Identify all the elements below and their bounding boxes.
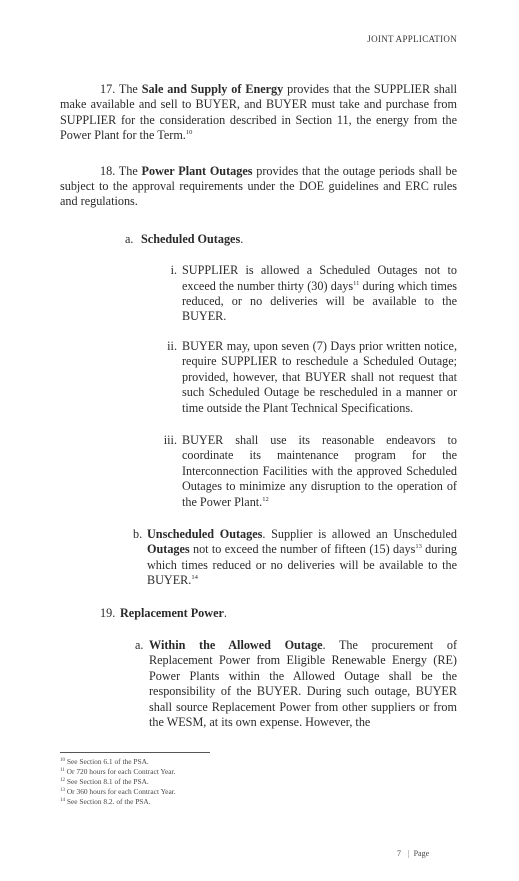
footnote: $^{11}$ Or 720 hours for each Contract Year. bbox=[60, 767, 176, 776]
paragraph-number: 19. bbox=[100, 605, 116, 620]
clause-heading: Replacement Power bbox=[120, 605, 224, 620]
item-label: a. bbox=[125, 231, 134, 246]
page-number: 7 bbox=[397, 848, 401, 858]
paragraph-number: 18. bbox=[100, 163, 116, 178]
footnote-ref: 13 bbox=[415, 543, 422, 551]
footnote-ref: 11 bbox=[353, 279, 360, 287]
item-label: iii. bbox=[163, 432, 177, 447]
footnotes bbox=[60, 757, 176, 807]
subclause-18a-ii: ii. BUYER may, upon seven (7) Days prior written notice, require SUPPLIER to reschedule a Scheduled Outage; provided, however, that BUYER shall not request that such Scheduled Outage be rescheduled in a manner or time outside the Plant Technical Specifications. bbox=[158, 339, 457, 416]
clause-heading: Sale and Supply of Energy bbox=[141, 82, 284, 96]
footnote: $^{12}$ See Section 8.1 of the PSA. bbox=[60, 777, 149, 786]
subclause-18b: b. Unscheduled Outages. Supplier is allowed an Unscheduled Outages not to exceed the number of fifteen (15) days$^{13}$ during which times reduced or no deliveries will be available to the BUYER.$^{14}$ bbox=[133, 526, 457, 588]
subclause-heading: Unscheduled Outages bbox=[147, 526, 263, 541]
paragraph-17: 17. The Sale and Supply of Energy provides that the SUPPLIER shall make available and sell to BUYER, and BUYER must take and purchase from SUPPLIER for the consideration described in Section 11, the energy from the Power Plant for the Term.$^{10}$ bbox=[60, 82, 457, 143]
subclause-18a: a. Scheduled Outages. bbox=[125, 231, 244, 246]
footnote: $^{14}$ See Section 8.2. of the PSA. bbox=[60, 797, 151, 806]
page-footer bbox=[397, 846, 429, 861]
footnote-ref: 12 bbox=[262, 495, 269, 503]
footnote-ref: 10 bbox=[185, 129, 193, 137]
item-label: ii. bbox=[167, 338, 177, 353]
footnote: $^{10}$ See Section 6.1 of the PSA. bbox=[60, 757, 149, 766]
subclause-18a-iii: iii. BUYER shall use its reasonable endeavors to coordinate its maintenance program for the Interconnection Facilities with the approved Scheduled Outages to minimize any disruption to the operation of the Power Plant.$^{12}$ bbox=[158, 433, 457, 510]
footnote-divider bbox=[60, 752, 210, 753]
footnote-ref: 14 bbox=[191, 574, 198, 582]
page-separator: | bbox=[408, 848, 410, 858]
item-label: i. bbox=[170, 263, 177, 278]
subclause-19a: a. Within the Allowed Outage. The procurement of Replacement Power from Eligible Renewable Energy (RE) Power Plants within the Allowed Outage shall be the responsibility of the BUYER. During such outage, BUYER shall source Replacement Power from other suppliers or from the WESM, at its own expense. However, the bbox=[135, 637, 458, 729]
page-label: Page bbox=[413, 848, 430, 858]
footnote: $^{13}$ Or 360 hours for each Contract Year. bbox=[60, 787, 176, 796]
header-title: JOINT APPLICATION bbox=[367, 34, 457, 44]
subclause-18a-i: i. SUPPLIER is allowed a Scheduled Outages not to exceed the number thirty (30) days$^{11}$ during which times reduced, or no deliveries will be available to the BUYER. bbox=[158, 263, 457, 325]
item-label: b. bbox=[133, 526, 143, 541]
item-label: a. bbox=[135, 637, 144, 652]
paragraph-number: 17. bbox=[100, 82, 116, 96]
subclause-heading: Scheduled Outages bbox=[141, 231, 241, 246]
subclause-heading: Within the Allowed Outage bbox=[149, 637, 323, 652]
paragraph-18: 18. The Power Plant Outages provides that the outage periods shall be subject to the approval requirements under the DOE guidelines and ERC rules and regulations. bbox=[60, 163, 458, 209]
paragraph-19: 19. Replacement Power. bbox=[100, 605, 227, 620]
clause-heading: Power Plant Outages bbox=[141, 163, 253, 178]
document-body bbox=[60, 82, 457, 730]
